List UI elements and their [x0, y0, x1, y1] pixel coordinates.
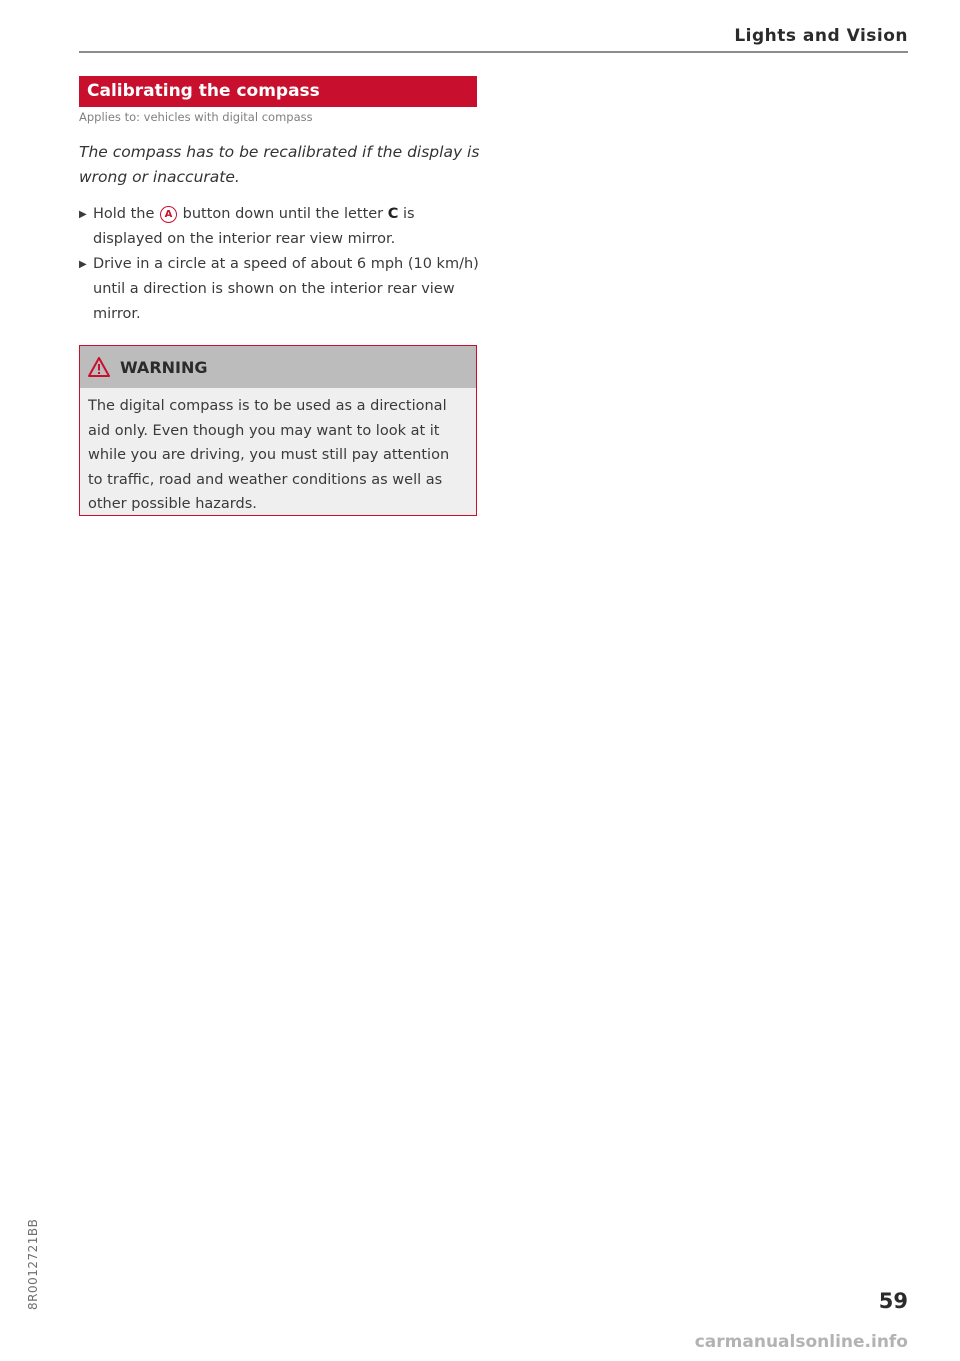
step-item: ▶ Hold the A button down until the letter C is displayed on the interior rear view mirror. — [79, 202, 479, 252]
warning-box — [79, 345, 477, 516]
side-code: 8R0012721BB — [26, 1218, 40, 1310]
step-item: ▶ Drive in a circle at a speed of about 6 mph (10 km/h) until a direction is shown on the interior rear view mirror. — [79, 252, 479, 327]
page-number: 59 — [878, 1289, 908, 1313]
intro-text: The compass has to be recalibrated if the display is wrong or inaccurate. — [79, 143, 480, 186]
instruction-steps — [79, 202, 479, 327]
warning-header — [80, 346, 476, 388]
watermark: carmanualsonline.info — [694, 1332, 908, 1352]
warning-triangle-icon — [88, 357, 110, 377]
section-heading: Calibrating the compass — [79, 76, 477, 107]
warning-title: WARNING — [120, 357, 208, 377]
button-a-icon: A — [160, 206, 177, 223]
letter-c: C — [387, 206, 399, 222]
warning-text: The digital compass is to be used as a directional aid only. Even though you may want to look at it while you are driving, you must still pay attention to traffic, road and weather conditions as well as other possible hazards. — [88, 398, 450, 512]
applies-to-note: Applies to: vehicles with digital compass — [79, 110, 313, 124]
header-rule — [79, 51, 908, 53]
bullet-arrow-icon: ▶ — [79, 209, 87, 220]
bullet-arrow-icon: ▶ — [79, 259, 87, 270]
chapter-title: Lights and Vision — [734, 26, 908, 46]
